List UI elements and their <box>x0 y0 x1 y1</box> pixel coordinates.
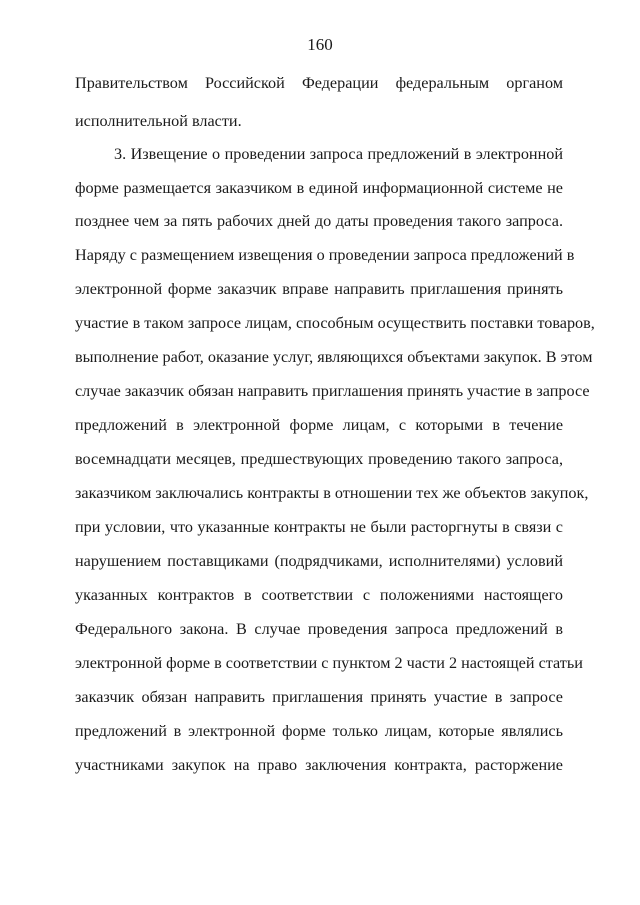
text-line: электронной форме в соответствии с пунктом 2 части 2 настоящей статьи <box>75 654 583 672</box>
text-line: позднее чем за пять рабочих дней до даты проведения такого запроса. <box>75 212 563 230</box>
text-line: восемнадцати месяцев, предшествующих проведению такого запроса, <box>75 450 563 468</box>
text-line: участниками закупок на право заключения контракта, расторжение <box>75 756 563 774</box>
text-line: заказчиком заключались контракты в отношении тех же объектов закупок, <box>75 484 589 502</box>
text-line: 3. Извещение о проведении запроса предложений в электронной <box>114 145 563 163</box>
text-line: нарушением поставщиками (подрядчиками, исполнителями) условий <box>75 552 563 570</box>
text-line: при условии, что указанные контракты не были расторгнуты в связи с <box>75 518 563 536</box>
text-line: Правительством Российской Федерации федеральным органом <box>75 74 563 92</box>
text-line: электронной форме заказчик вправе направить приглашения принять <box>75 280 563 298</box>
text-line: случае заказчик обязан направить приглашения принять участие в запросе <box>75 382 590 400</box>
text-line: участие в таком запросе лицам, способным осуществить поставки товаров, <box>75 314 595 332</box>
page-number: 160 <box>307 35 333 54</box>
text-line: выполнение работ, оказание услуг, являющихся объектами закупок. В этом <box>75 348 593 366</box>
text-line: указанных контрактов в соответствии с положениями настоящего <box>75 586 563 604</box>
text-line: форме размещается заказчиком в единой информационной системе не <box>75 179 563 197</box>
text-line: Наряду с размещением извещения о проведении запроса предложений в <box>75 246 575 264</box>
text-line: предложений в электронной форме только лицам, которые являлись <box>75 722 563 740</box>
text-line: Федерального закона. В случае проведения запроса предложений в <box>75 620 563 638</box>
text-line: заказчик обязан направить приглашения принять участие в запросе <box>75 688 563 706</box>
text-line: исполнительной власти. <box>75 112 242 130</box>
text-line: предложений в электронной форме лицам, с которыми в течение <box>75 416 563 434</box>
